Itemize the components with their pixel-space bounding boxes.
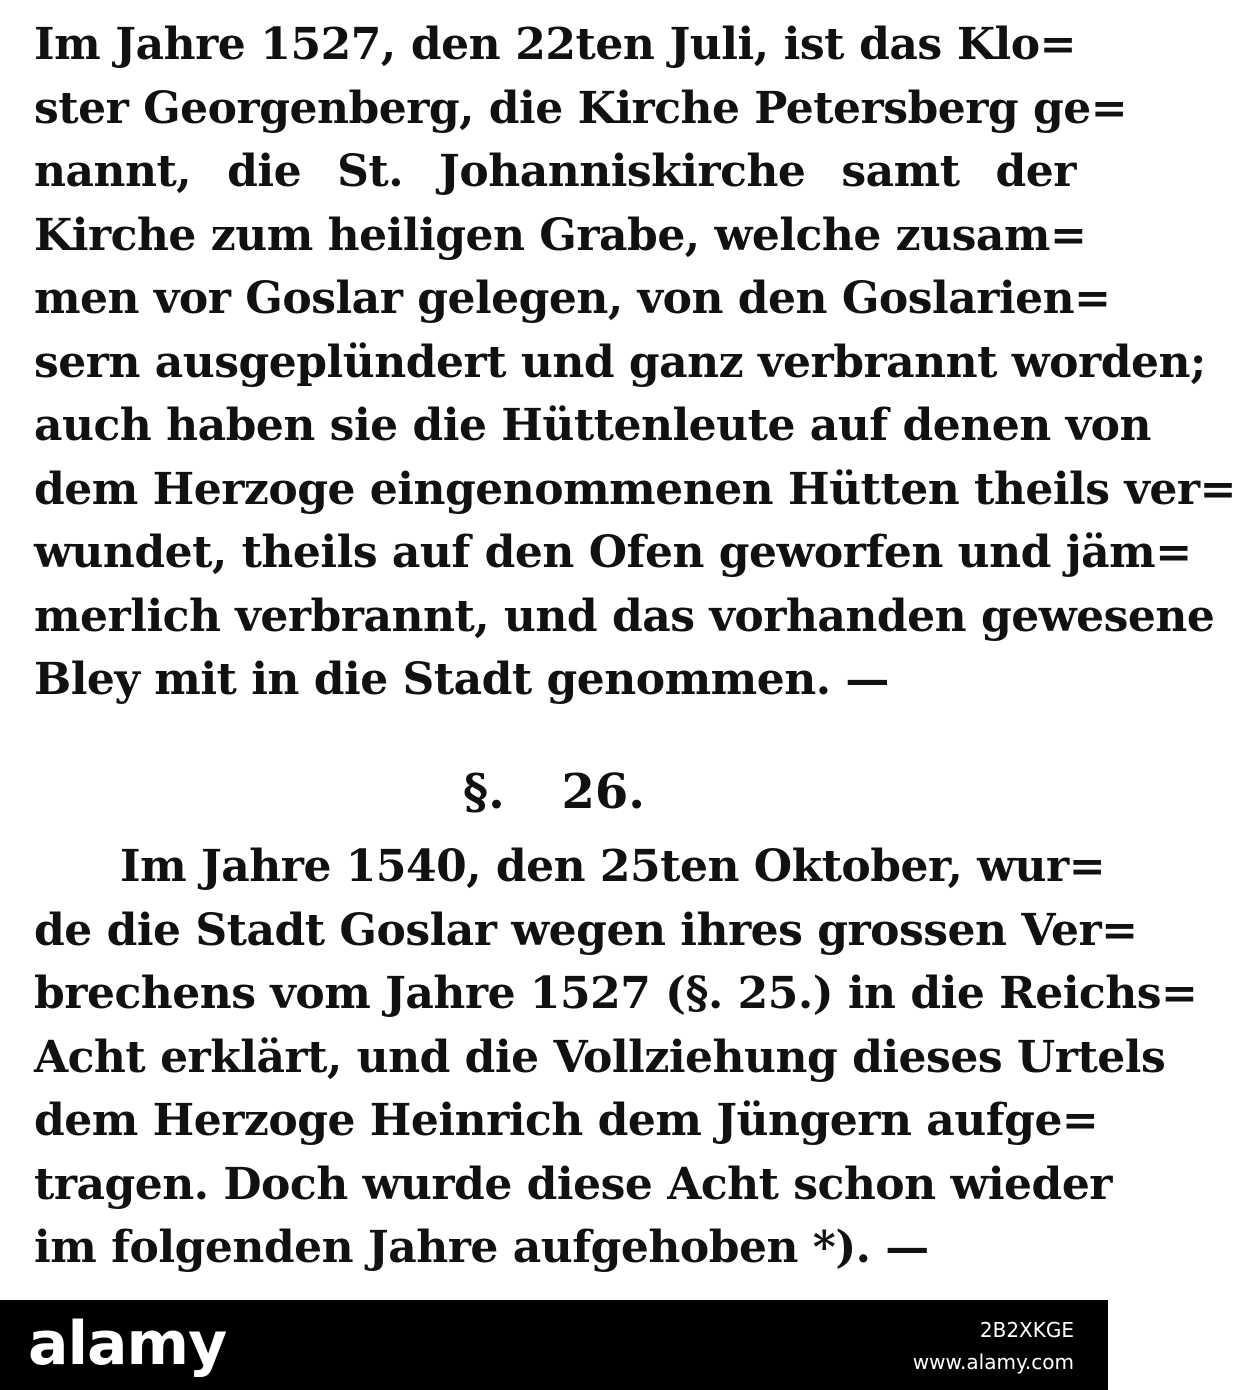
text-line: auch haben sie die Hüttenleute auf denen von	[34, 400, 1151, 451]
text-line: Acht erklärt, und die Vollziehung dieses Urtels	[34, 1031, 1166, 1083]
text-line: sern ausgeplündert und ganz verbrannt worden;	[34, 336, 1206, 388]
alamy-logo: alamy	[28, 1309, 227, 1379]
text-line: merlich verbrannt, und das vorhanden gewesene	[34, 590, 1215, 642]
text-line: wundet, theils auf den Ofen geworfen und jäm=	[34, 527, 1192, 578]
image-code: 2B2XKGE	[979, 1318, 1074, 1342]
watermark-url: www.alamy.com	[912, 1350, 1074, 1374]
text-line: men vor Goslar gelegen, von den Goslarien=	[34, 273, 1111, 324]
text-line: im folgenden Jahre aufgehoben *). —	[34, 1222, 929, 1273]
text-line: Im Jahre 1540, den 25ten Oktober, wur=	[120, 841, 1106, 892]
text-line: ster Georgenberg, die Kirche Petersberg ge=	[34, 82, 1128, 134]
text-line: Kirche zum heiligen Grabe, welche zusam=	[34, 209, 1087, 261]
text-line: de die Stadt Goslar wegen ihres grossen Ver=	[34, 904, 1138, 956]
text-line: dem Herzoge Heinrich dem Jüngern aufge=	[34, 1095, 1099, 1146]
section-heading: §. 26.	[462, 764, 646, 820]
watermark-footer	[0, 1300, 1108, 1390]
text-line: brechens vom Jahre 1527 (§. 25.) in die Reichs=	[34, 968, 1198, 1019]
text-line: Im Jahre 1527, den 22ten Juli, ist das Klo=	[34, 19, 1076, 70]
text-line: tragen. Doch wurde diese Acht schon wieder	[34, 1158, 1112, 1210]
text-line: nannt, die St. Johanniskirche samt der	[34, 146, 1076, 197]
text-line: Bley mit in die Stadt genommen. —	[34, 654, 889, 705]
text-line: dem Herzoge eingenommenen Hütten theils ver=	[34, 463, 1236, 515]
